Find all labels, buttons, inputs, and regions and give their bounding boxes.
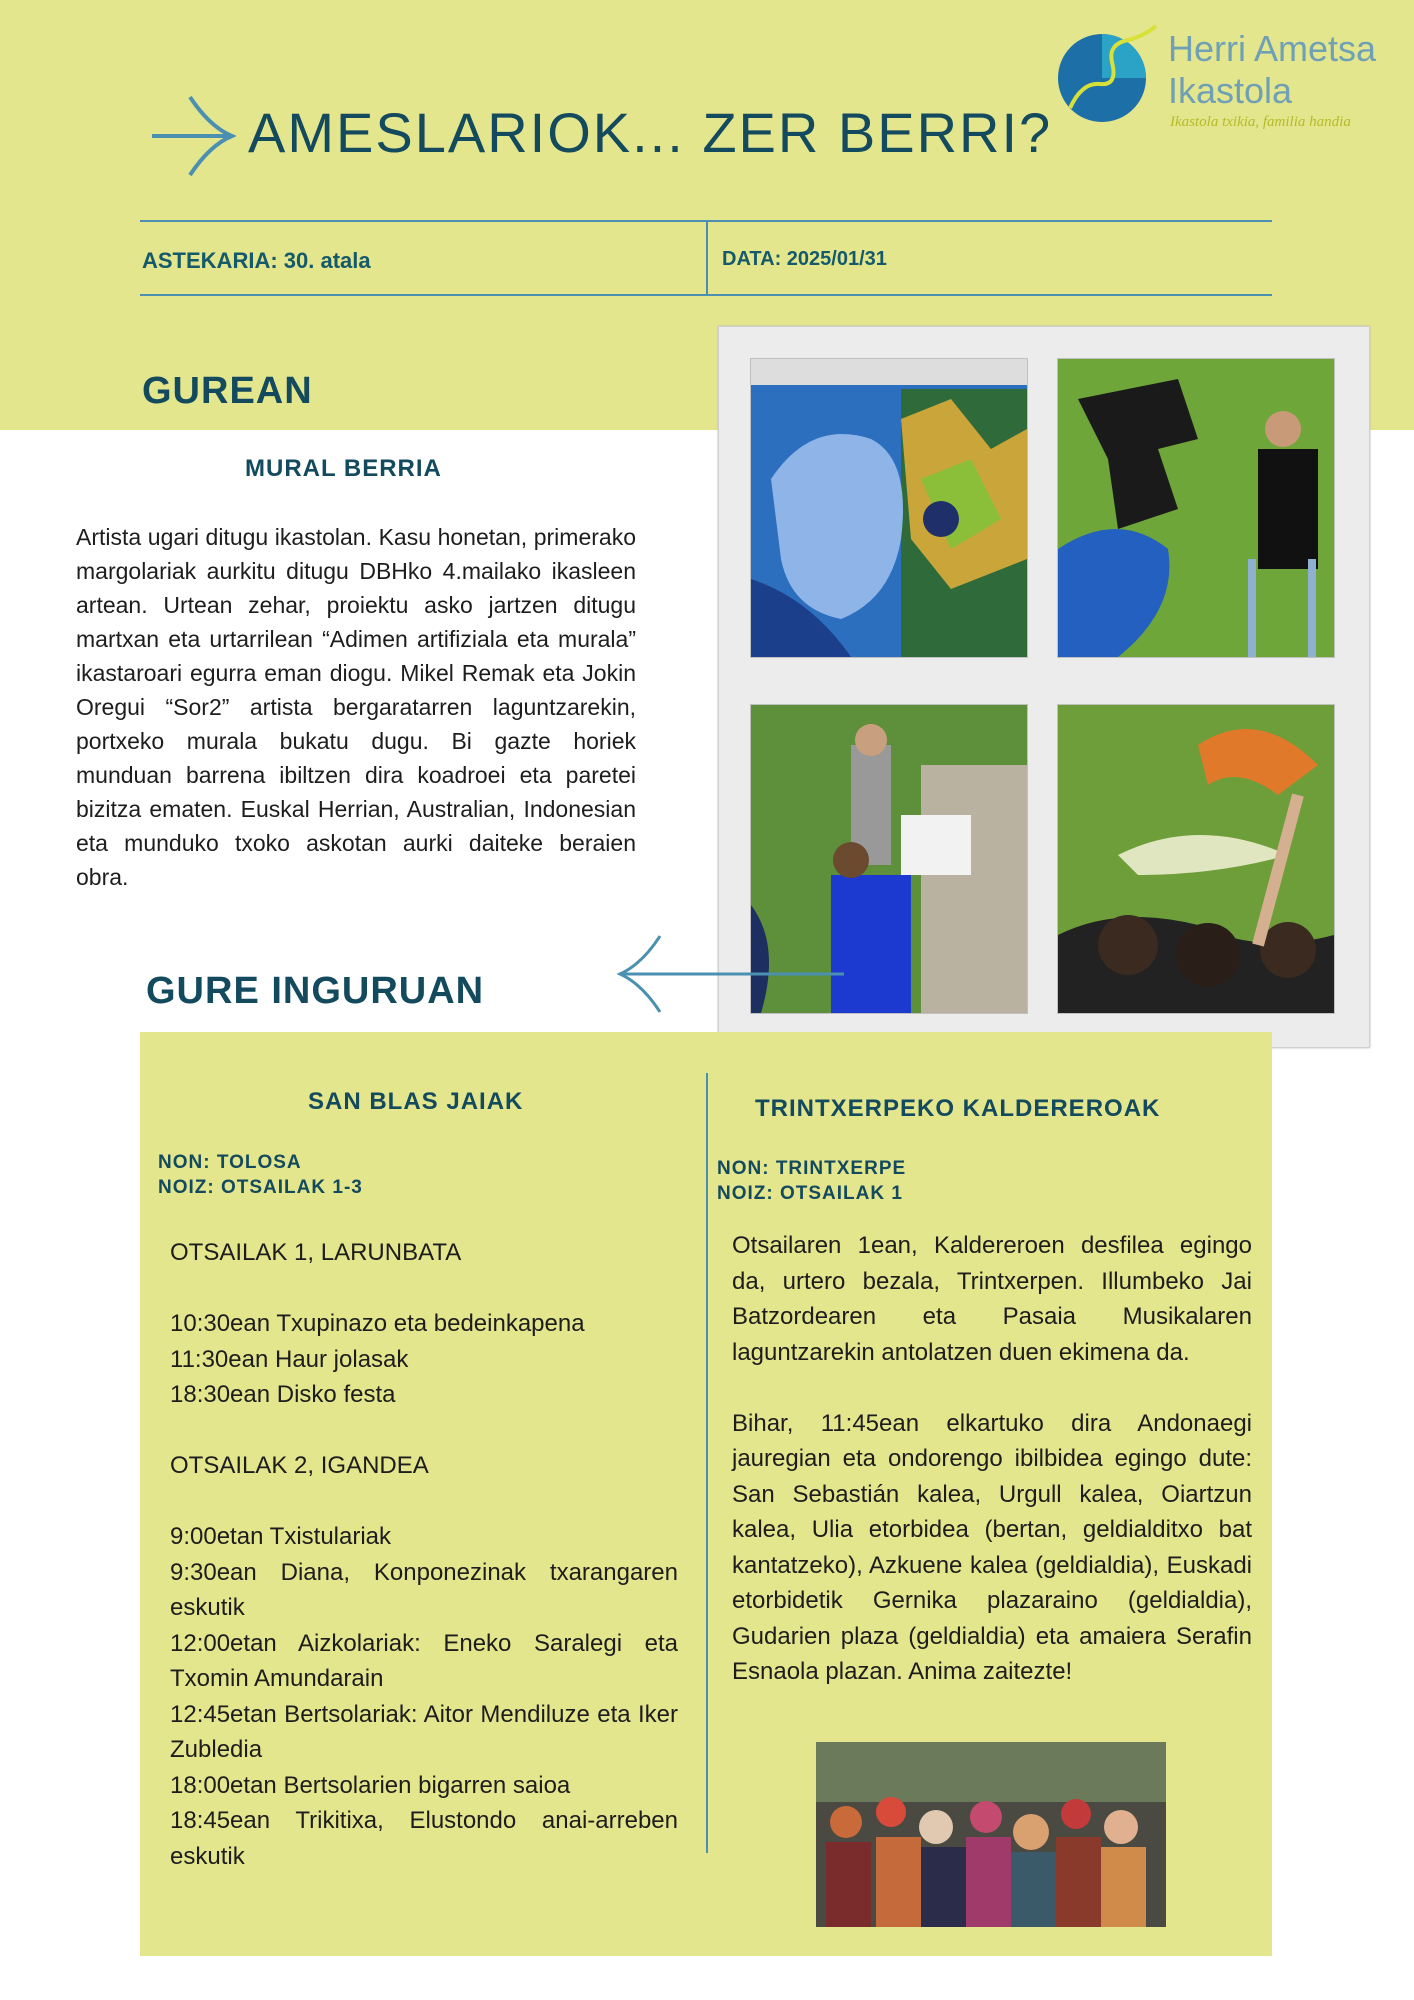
article-body-mural: Artista ugari ditugu ikastolan. Kasu honetan, primerako margolariak aurkitu ditugu DBHko 4.mailako ikasleen artean. Urtean zehar, proiektu asko jartzen ditugu martxan eta urtarrilean “Adimen artifiziala eta murala” ikastaroari egurra eman diogu. Mikel Remak eta Jokin Oregui “Sor2” artista bergaratarren laguntzarekin, portxeko murala bukatu dugu. Bi gazte horiek munduan barrena ibiltzen dira koadroei eta paretei bizitza ematen. Euskal Herrian, Australian, Indonesian eta munduko txoko askotan aurki daiteke beraien obra. bbox=[76, 524, 636, 890]
event-when-kaldereroak: NOIZ: OTSAILAK 1 bbox=[717, 1183, 903, 1204]
events-column-divider bbox=[706, 1073, 708, 1853]
event-where-san-blas: NON: TOLOSA bbox=[158, 1152, 302, 1173]
kaldereroak-photo bbox=[816, 1742, 1166, 1927]
schedule-item: 9:30ean Diana, Konponezinak txarangaren eskutik bbox=[170, 1558, 678, 1621]
logo-subtitle: Ikastola bbox=[1168, 70, 1293, 111]
schedule-item: 9:00etan Txistulariak bbox=[170, 1523, 392, 1550]
divider-vertical bbox=[706, 220, 708, 296]
schedule-item: 12:45etan Bertsolariak: Aitor Mendiluze eta Iker Zubledia bbox=[170, 1700, 678, 1763]
arrow-left-icon bbox=[616, 934, 846, 1014]
event-title-san-blas: SAN BLAS JAIAK bbox=[308, 1088, 524, 1115]
section-heading-gurean: GUREAN bbox=[142, 370, 313, 412]
issue-date: DATA: 2025/01/31 bbox=[722, 248, 887, 270]
schedule-item: 12:00etan Aizkolariak: Eneko Saralegi eta Txomin Amundarain bbox=[170, 1629, 678, 1692]
event-title-kaldereroak: TRINTXERPEKO KALDEREROAK bbox=[755, 1095, 1161, 1122]
event-paragraph-2: Bihar, 11:45ean elkartuko dira Andonaegi jauregian eta ondorengo ibilbidea egingo dute: San Sebastián kalea, Urgull kalea, Oiartzun kalea, Ulia etorbidea (bertan, geldialditxo bat kantatzeko), Azkuene kalea (geldialdia), Euskadi etorbidetik Gernika plazaraino (geldialdia), Gudarien plaza (geldialdia) eta amaiera Serafin Esnaola plazan. Anima zaitezte! bbox=[732, 1409, 1252, 1685]
issue-number: ASTEKARIA: 30. atala bbox=[142, 248, 371, 273]
mural-photo-1 bbox=[750, 358, 1028, 658]
event-where-kaldereroak: NON: TRINTXERPE bbox=[717, 1158, 907, 1179]
schedule-item: 10:30ean Txupinazo eta bedeinkapena bbox=[170, 1310, 585, 1337]
schedule-item: 11:30ean Haur jolasak bbox=[170, 1345, 409, 1373]
event-paragraph-1: Otsailaren 1ean, Kaldereroen desfilea egingo da, urtero bezala, Trintxerpen. Illumbeko Jai Batzordearen eta Pasaia Musikalaren laguntzarekin antolatzen duen ekimena da. bbox=[732, 1232, 1252, 1366]
logo-tagline: Ikastola txikia, familia handia bbox=[1170, 114, 1351, 130]
event-schedule-san-blas bbox=[170, 1235, 678, 1874]
schedule-item: 18:00etan Bertsolarien bigarren saioa bbox=[170, 1771, 571, 1799]
schedule-day-1: OTSAILAK 1, LARUNBATA bbox=[170, 1239, 462, 1266]
schedule-item: 18:45ean Trikitixa, Elustondo anai-arreben eskutik bbox=[170, 1807, 678, 1870]
article-heading-mural: MURAL BERRIA bbox=[245, 455, 442, 482]
section-heading-gure-inguruan: GURE INGURUAN bbox=[146, 970, 485, 1012]
schedule-item: 18:30ean Disko festa bbox=[170, 1381, 396, 1408]
herri-ametsa-logo-icon bbox=[1052, 22, 1164, 126]
mural-photo-4 bbox=[1057, 704, 1335, 1014]
event-when-san-blas: NOIZ: OTSAILAK 1-3 bbox=[158, 1177, 363, 1198]
mural-photo-2 bbox=[1057, 358, 1335, 658]
arrow-right-icon bbox=[150, 95, 236, 177]
schedule-day-2: OTSAILAK 2, IGANDEA bbox=[170, 1452, 429, 1479]
logo-name: Herri Ametsa bbox=[1168, 28, 1377, 69]
page-title: AMESLARIOK... ZER BERRI? bbox=[248, 101, 1053, 164]
event-description-kaldereroak bbox=[732, 1228, 1252, 1725]
